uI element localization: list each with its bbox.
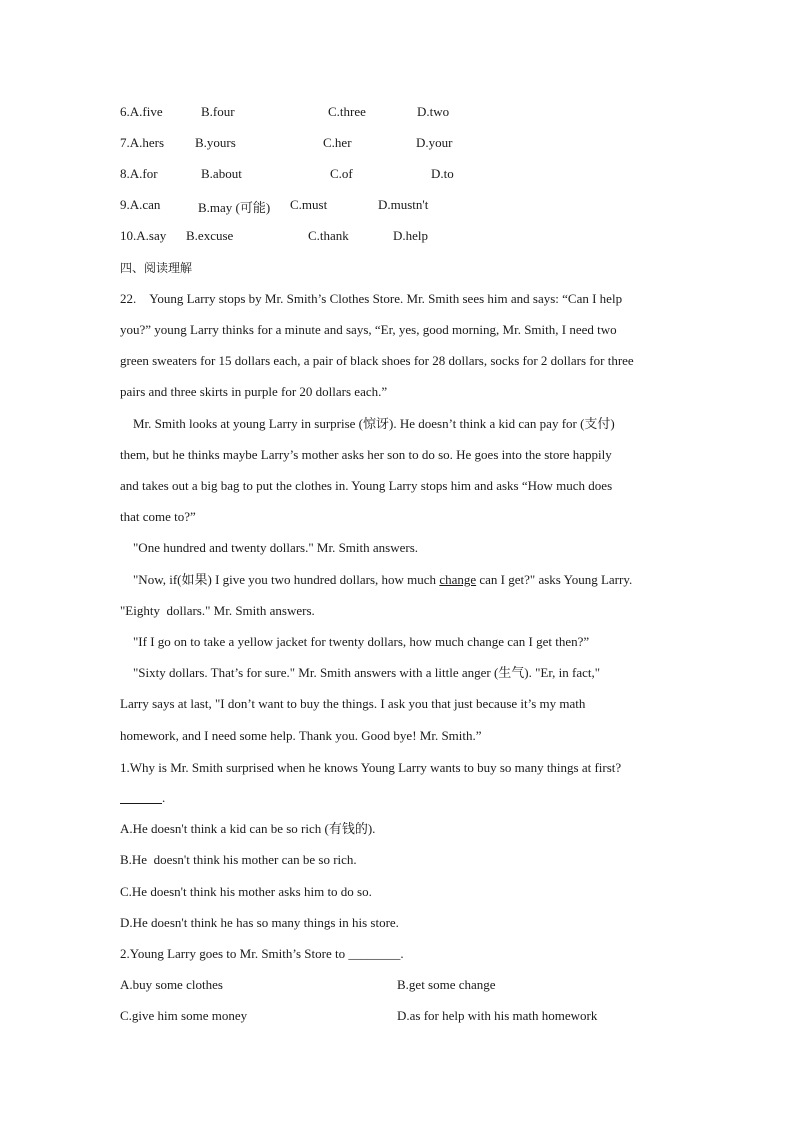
- option-9-d: D.mustn't: [378, 197, 429, 212]
- blank-period: .: [162, 790, 166, 805]
- answer-blank: [120, 803, 162, 804]
- option-6-a: 6.A.five: [120, 104, 163, 119]
- q2-choice-c: C.give him some money: [120, 1008, 248, 1023]
- question-1-stem: 1.Why is Mr. Smith surprised when he knows Young Larry wants to buy so many things at first?: [120, 760, 622, 775]
- option-9-c: C.must: [290, 197, 328, 212]
- passage-line: "Sixty dollars. That’s for sure." Mr. Smith answers with a little anger (生气). "Er, in fact,": [133, 665, 601, 680]
- passage-line: Mr. Smith looks at young Larry in surprise (惊讶). He doesn’t think a kid can pay for (支付): [133, 416, 615, 431]
- q2-choice-b: B.get some change: [397, 977, 496, 992]
- q1-choice-d: D.He doesn't think he has so many things in his store.: [120, 915, 399, 930]
- section-title: 四、阅读理解: [120, 261, 193, 275]
- option-7-d: D.your: [416, 135, 453, 150]
- option-6-b: B.four: [201, 104, 235, 119]
- option-8-a: 8.A.for: [120, 166, 158, 181]
- option-6-c: C.three: [328, 104, 366, 119]
- option-10-d: D.help: [393, 228, 429, 243]
- passage-text: "Now, if(如果) I give you two hundred dollars, how much: [133, 572, 440, 587]
- passage-line: Larry says at last, "I don’t want to buy the things. I ask you that just because it’s my math: [120, 696, 586, 711]
- passage-line: green sweaters for 15 dollars each, a pair of black shoes for 28 dollars, socks for 2 dollars for three: [120, 353, 634, 368]
- q2-choice-a: A.buy some clothes: [120, 977, 223, 992]
- passage-line: you?” young Larry thinks for a minute and says, “Er, yes, good morning, Mr. Smith, I need two: [120, 322, 617, 337]
- option-7-a: 7.A.hers: [120, 135, 165, 150]
- option-8-d: D.to: [431, 166, 454, 181]
- passage-line: [133, 572, 632, 588]
- q1-choice-a: A.He doesn't think a kid can be so rich (有钱的).: [120, 821, 376, 836]
- q1-choice-c: C.He doesn't think his mother asks him to do so.: [120, 884, 372, 899]
- passage-line: "Eighty dollars." Mr. Smith answers.: [120, 603, 315, 618]
- option-7-c: C.her: [323, 135, 352, 150]
- passage-line: "If I go on to take a yellow jacket for twenty dollars, how much change can I get then?”: [133, 634, 590, 649]
- option-7-b: B.yours: [195, 135, 236, 150]
- option-10-a: 10.A.say: [120, 228, 167, 243]
- option-8-b: B.about: [201, 166, 242, 181]
- passage-line: them, but he thinks maybe Larry’s mother asks her son to do so. He goes into the store happily: [120, 447, 612, 462]
- passage-line: that come to?”: [120, 509, 196, 524]
- passage-line: 22. Young Larry stops by Mr. Smith’s Clothes Store. Mr. Smith sees him and says: “Can I help: [120, 291, 623, 306]
- question-2-stem: 2.Young Larry goes to Mr. Smith’s Store to ________.: [120, 946, 404, 961]
- q2-choice-d: D.as for help with his math homework: [397, 1008, 598, 1023]
- passage-line: and takes out a big bag to put the clothes in. Young Larry stops him and asks “How much does: [120, 478, 613, 493]
- option-9-b: B.may (可能): [198, 200, 271, 215]
- option-8-c: C.of: [330, 166, 353, 181]
- option-10-b: B.excuse: [186, 228, 234, 243]
- underlined-word: change: [439, 572, 477, 587]
- option-9-a: 9.A.can: [120, 197, 161, 212]
- q1-choice-b: B.He doesn't think his mother can be so rich.: [120, 852, 357, 867]
- passage-line: pairs and three skirts in purple for 20 dollars each.”: [120, 384, 388, 399]
- passage-text: can I get?" asks Young Larry.: [476, 572, 633, 587]
- option-10-c: C.thank: [308, 228, 349, 243]
- passage-line: "One hundred and twenty dollars." Mr. Smith answers.: [133, 540, 419, 555]
- option-6-d: D.two: [417, 104, 450, 119]
- passage-line: homework, and I need some help. Thank you. Good bye! Mr. Smith.”: [120, 728, 482, 743]
